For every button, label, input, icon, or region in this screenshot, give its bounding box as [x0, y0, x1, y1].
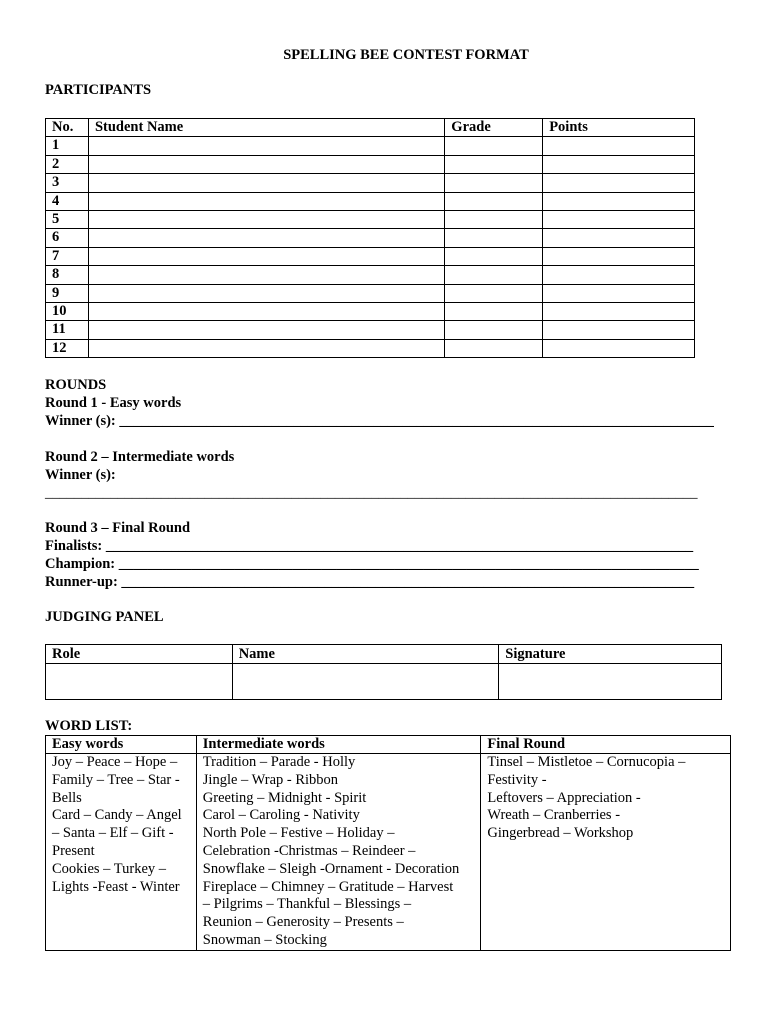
points-cell[interactable]	[543, 155, 695, 173]
champion-field[interactable]: Champion: ________________________________________________________________________________	[45, 556, 699, 572]
row-number: 6	[46, 229, 89, 247]
table-row	[46, 284, 695, 302]
row-number: 1	[46, 137, 89, 155]
row-number: 2	[46, 155, 89, 173]
points-cell[interactable]	[543, 174, 695, 192]
student-name-cell[interactable]	[88, 339, 444, 357]
table-row	[46, 155, 695, 173]
round1-winner-field[interactable]: Winner (s): __________________________________________________________________________________	[45, 413, 714, 429]
list-item: Fireplace – Chimney – Gratitude – Harvest	[202, 878, 454, 895]
column-header-intermediate-words: Intermediate words	[196, 736, 481, 754]
grade-cell[interactable]	[445, 137, 543, 155]
student-name-cell[interactable]	[88, 137, 444, 155]
row-number: 4	[46, 192, 89, 210]
student-name-cell[interactable]	[88, 155, 444, 173]
row-number: 8	[46, 266, 89, 284]
table-row	[46, 137, 695, 155]
list-item: Joy – Peace – Hope –	[52, 754, 178, 770]
word-list-header-row	[46, 736, 731, 754]
grade-cell[interactable]	[445, 210, 543, 228]
round1-title: Round 1 - Easy words	[45, 395, 182, 411]
list-item: Celebration -Christmas – Reindeer –	[202, 842, 416, 859]
column-header-name: Name	[232, 645, 499, 664]
final-round-cell	[481, 754, 731, 951]
table-row	[46, 321, 695, 339]
points-cell[interactable]	[543, 137, 695, 155]
grade-cell[interactable]	[445, 266, 543, 284]
runner-up-field[interactable]: Runner-up: _______________________________________________________________________________	[45, 574, 695, 590]
points-cell[interactable]	[543, 266, 695, 284]
round3-title: Round 3 – Final Round	[45, 520, 191, 536]
grade-cell[interactable]	[445, 155, 543, 173]
list-item: Gingerbread – Workshop	[487, 825, 634, 842]
points-cell[interactable]	[543, 321, 695, 339]
list-item: Snowman – Stocking	[202, 931, 327, 948]
list-item: Bells	[52, 789, 82, 806]
table-row	[46, 266, 695, 284]
judging-panel-heading: JUDGING PANEL	[45, 609, 164, 625]
list-item: Lights -Feast - Winter	[52, 878, 180, 895]
table-row	[46, 192, 695, 210]
grade-cell[interactable]	[445, 339, 543, 357]
column-header-role: Role	[46, 645, 233, 664]
list-item: Family – Tree – Star -	[52, 771, 180, 788]
judging-panel-table	[45, 644, 722, 700]
word-list-table	[45, 735, 731, 951]
student-name-cell[interactable]	[88, 266, 444, 284]
table-row	[46, 247, 695, 265]
column-header-final-round: Final Round	[481, 736, 731, 754]
list-item: Wreath – Cranberries -	[487, 807, 621, 824]
student-name-cell[interactable]	[88, 192, 444, 210]
list-item: Tinsel – Mistletoe – Cornucopia –	[487, 754, 686, 770]
table-row	[46, 174, 695, 192]
points-cell[interactable]	[543, 284, 695, 302]
student-name-cell[interactable]	[88, 321, 444, 339]
grade-cell[interactable]	[445, 229, 543, 247]
points-cell[interactable]	[543, 229, 695, 247]
row-number: 3	[46, 174, 89, 192]
student-name-cell[interactable]	[88, 174, 444, 192]
column-header-no: No.	[46, 119, 89, 137]
table-row	[46, 210, 695, 228]
grade-cell[interactable]	[445, 302, 543, 320]
column-header-signature: Signature	[499, 645, 722, 664]
easy-words-cell	[46, 754, 197, 951]
finalists-field[interactable]: Finalists: _________________________________________________________________________________	[45, 538, 694, 554]
grade-cell[interactable]	[445, 174, 543, 192]
list-item: Present	[52, 842, 95, 859]
points-cell[interactable]	[543, 339, 695, 357]
list-item: Cookies – Turkey –	[52, 860, 167, 877]
list-item: Leftovers – Appreciation -	[487, 789, 641, 806]
name-cell[interactable]	[232, 664, 499, 700]
list-item: Tradition – Parade - Holly	[202, 754, 356, 770]
list-item: – Santa – Elf – Gift -	[52, 825, 174, 842]
points-cell[interactable]	[543, 192, 695, 210]
word-list-heading: WORD LIST:	[45, 718, 133, 734]
table-row	[46, 229, 695, 247]
column-header-points: Points	[543, 119, 695, 137]
round2-winner-line[interactable]: __________________________________________________________________________________________	[45, 485, 698, 501]
list-item: Snowflake – Sleigh -Ornament - Decoration	[202, 860, 460, 877]
list-item: North Pole – Festive – Holiday –	[202, 825, 395, 842]
row-number: 5	[46, 210, 89, 228]
rounds-heading: ROUNDS	[45, 377, 107, 393]
student-name-cell[interactable]	[88, 302, 444, 320]
table-row	[46, 302, 695, 320]
round2-winner-label: Winner (s):	[45, 467, 116, 483]
list-item: Greeting – Midnight - Spirit	[202, 789, 367, 806]
participants-header-row	[46, 119, 695, 137]
grade-cell[interactable]	[445, 284, 543, 302]
list-item: Card – Candy – Angel	[52, 807, 182, 824]
judging-header-row	[46, 645, 722, 664]
list-item: Carol – Caroling - Nativity	[202, 807, 360, 824]
row-number: 9	[46, 284, 89, 302]
grade-cell[interactable]	[445, 192, 543, 210]
row-number: 11	[46, 321, 89, 339]
row-number: 10	[46, 302, 89, 320]
list-item: – Pilgrims – Thankful – Blessings –	[202, 896, 412, 913]
student-name-cell[interactable]	[88, 284, 444, 302]
column-header-grade: Grade	[445, 119, 543, 137]
grade-cell[interactable]	[445, 247, 543, 265]
signature-cell[interactable]	[499, 664, 722, 700]
row-number: 7	[46, 247, 89, 265]
grade-cell[interactable]	[445, 321, 543, 339]
list-item: Festivity -	[487, 771, 547, 788]
table-row	[46, 664, 722, 700]
list-item: Jingle – Wrap - Ribbon	[202, 771, 339, 788]
intermediate-words-cell	[196, 754, 481, 951]
student-name-cell[interactable]	[88, 247, 444, 265]
participants-table	[45, 118, 695, 358]
role-cell[interactable]	[46, 664, 233, 700]
student-name-cell[interactable]	[88, 210, 444, 228]
column-header-easy-words: Easy words	[46, 736, 197, 754]
participants-heading: PARTICIPANTS	[45, 82, 152, 98]
page-title: SPELLING BEE CONTEST FORMAT	[283, 47, 529, 63]
round2-title: Round 2 – Intermediate words	[45, 449, 235, 465]
student-name-cell[interactable]	[88, 229, 444, 247]
points-cell[interactable]	[543, 210, 695, 228]
row-number: 12	[46, 339, 89, 357]
points-cell[interactable]	[543, 302, 695, 320]
points-cell[interactable]	[543, 247, 695, 265]
list-item: Reunion – Generosity – Presents –	[202, 914, 404, 931]
table-row	[46, 339, 695, 357]
table-row	[46, 754, 731, 951]
column-header-student-name: Student Name	[88, 119, 444, 137]
